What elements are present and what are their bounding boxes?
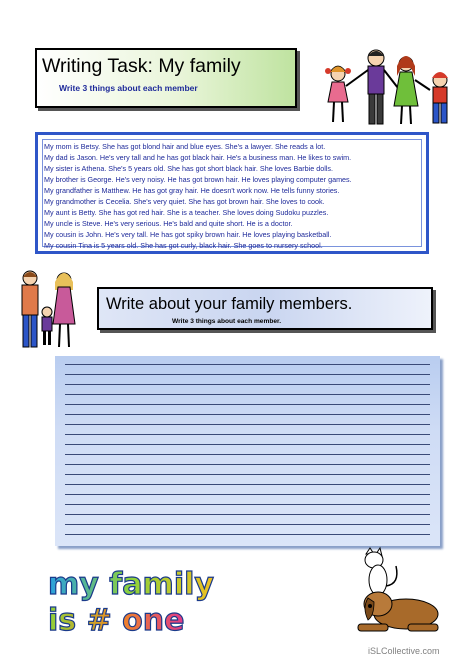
writing-line — [65, 514, 430, 515]
writing-line — [65, 444, 430, 445]
family-illustration-small — [12, 268, 82, 350]
writing-line — [65, 434, 430, 435]
writing-line — [65, 364, 430, 365]
writing-line — [65, 454, 430, 455]
writing-line — [65, 374, 430, 375]
example-line: My grandfather is Matthew. He has got gray hair. He doesn't work now. He tells funny stories. — [44, 186, 340, 195]
example-line: My aunt is Betty. She has got red hair. She is a teacher. She loves doing Sudoku puzzles. — [44, 208, 329, 217]
writing-lines — [65, 364, 430, 538]
logo-line-2: is # one — [48, 603, 185, 638]
example-line: My brother is George. He's very noisy. He has got brown hair. He loves playing computer games. — [44, 175, 352, 184]
writing-line — [65, 474, 430, 475]
writing-line — [65, 524, 430, 525]
writing-line — [65, 414, 430, 415]
my-family-logo — [40, 558, 240, 638]
task2-title: Write about your family members. — [106, 295, 353, 313]
writing-area[interactable] — [55, 356, 440, 546]
task2-subtitle: Write 3 things about each member. — [172, 318, 282, 325]
example-line: My cousin Tina is 5 years old. She has got curly, black hair. She goes to nursery school. — [44, 241, 323, 250]
writing-line — [65, 394, 430, 395]
writing-line — [65, 484, 430, 485]
page-title: Writing Task: My family — [42, 55, 241, 77]
example-line: My grandmother is Cecelia. She's very quiet. She has got brown hair. She loves to cook. — [44, 197, 325, 206]
example-line: My mom is Betsy. She has got blond hair and blue eyes. She's a lawyer. She reads a lot. — [44, 142, 326, 151]
writing-line — [65, 464, 430, 465]
writing-line — [65, 504, 430, 505]
writing-line — [65, 384, 430, 385]
example-line: My sister is Athena. She's 5 years old. She has got short black hair. She loves Barbie dolls. — [44, 164, 334, 173]
watermark: iSLCollective.com — [368, 646, 440, 656]
family-illustration — [318, 44, 458, 128]
page-subtitle: Write 3 things about each member — [59, 83, 198, 93]
writing-line — [65, 494, 430, 495]
logo-line-1: my family — [48, 567, 214, 602]
example-line: My dad is Jason. He's very tall and he has got black hair. He's a business man. He likes to swim. — [44, 153, 352, 162]
writing-line — [65, 404, 430, 405]
example-line: My uncle is Steve. He's very serious. He's bald and quite short. He is a doctor. — [44, 219, 293, 228]
writing-line — [65, 424, 430, 425]
writing-line — [65, 534, 430, 535]
example-line: My cousin is John. He's very tall. He has got spiky brown hair. He loves playing basketball. — [44, 230, 332, 239]
cat-and-dog-illustration — [348, 546, 448, 642]
